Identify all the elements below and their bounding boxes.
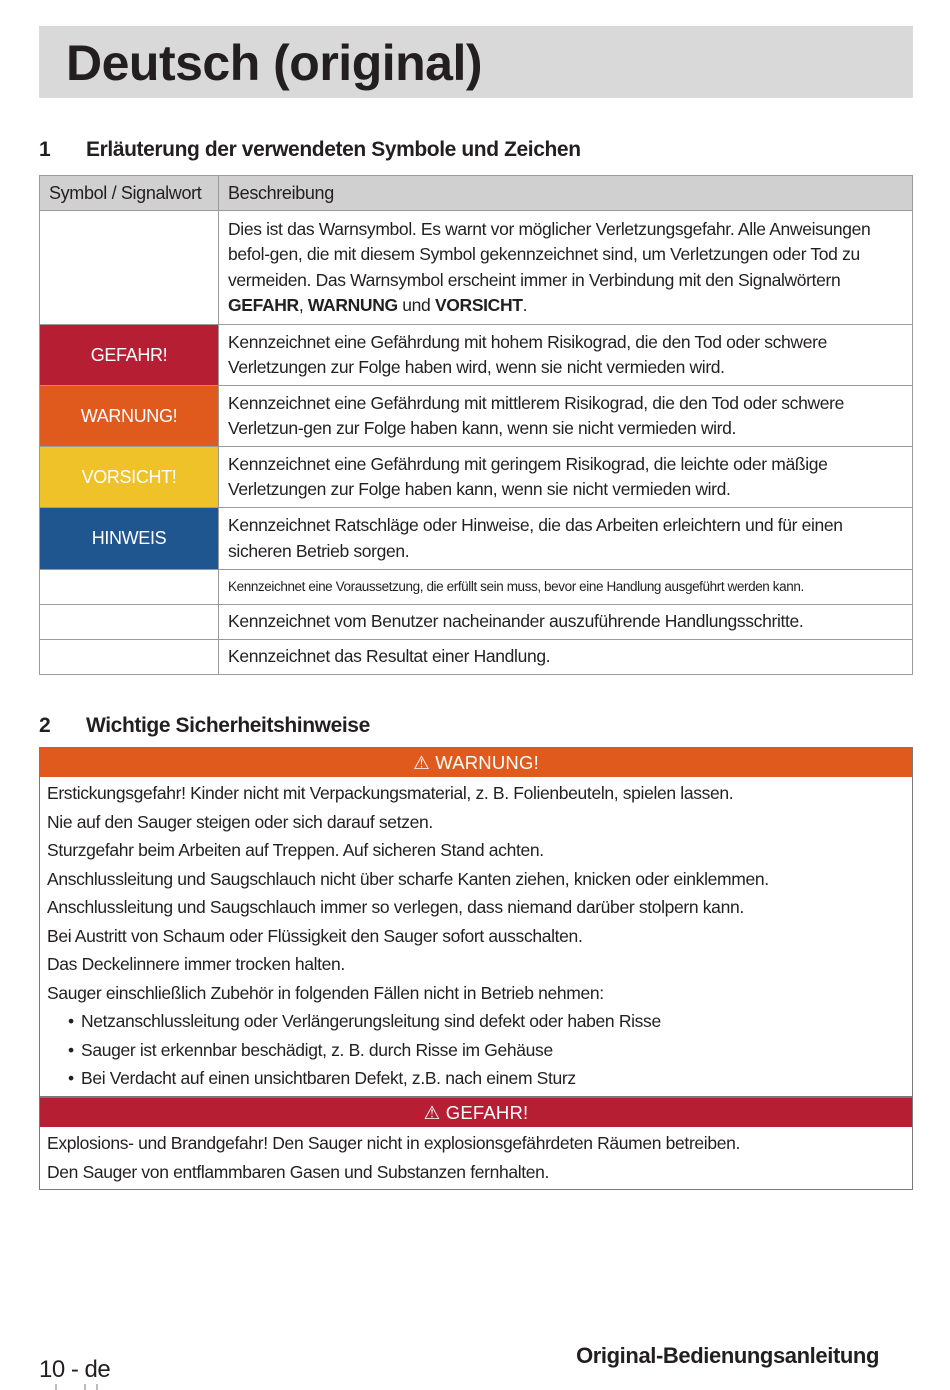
prerequisite-triangle-icon: △: [40, 570, 219, 605]
row-description: Kennzeichnet eine Gefährdung mit mittlerem Risikograd, die den Tod oder schwere Verletzun-gen zur Folge haben kann, wenn sie nicht vermieden wird.: [219, 386, 913, 447]
section-2-number: 2: [39, 714, 51, 737]
warning-box: [39, 747, 913, 1097]
danger-box: [39, 1097, 913, 1190]
warning-box-header: ⚠ WARNUNG!: [40, 748, 912, 777]
row-description: Kennzeichnet vom Benutzer nacheinander auszuführende Handlungsschritte.: [219, 605, 913, 640]
bullet-item: • Netzanschlussleitung oder Verlängerungsleitung sind defekt oder haben Risse: [47, 1007, 905, 1036]
table-row: [40, 447, 913, 508]
bullet-item: • Bei Verdacht auf einen unsichtbaren Defekt, z.B. nach einem Sturz: [47, 1064, 905, 1093]
table-header-row: [40, 176, 913, 211]
list-item: Erstickungsgefahr! Kinder nicht mit Verpackungsmaterial, z. B. Folienbeuteln, spielen lassen.: [47, 783, 734, 803]
page-number: 10 - de: [39, 1356, 111, 1383]
signal-word-danger: GEFAHR!: [40, 325, 219, 386]
list-item: Sauger einschließlich Zubehör in folgenden Fällen nicht in Betrieb nehmen:: [47, 982, 604, 1003]
warning-triangle-icon: ⚠: [40, 211, 219, 325]
bullet-dot-icon: •: [68, 1011, 74, 1031]
action-step-arrow-icon: ▸: [40, 605, 219, 640]
section-1-heading: [39, 138, 581, 162]
warning-box-body: [40, 777, 912, 1096]
column-header-description: Beschreibung: [219, 176, 913, 211]
danger-box-header: ⚠ GEFAHR!: [40, 1098, 912, 1127]
section-1-number: 1: [39, 138, 51, 161]
document-title: Original-Bedienungsanleitung: [576, 1343, 879, 1368]
table-row: [40, 211, 913, 325]
table-row: [40, 570, 913, 605]
page-title: Deutsch (original): [66, 35, 483, 91]
symbols-table: [39, 175, 913, 675]
section-1-title: Erläuterung der verwendeten Symbole und Zeichen: [86, 138, 581, 161]
danger-box-body: [40, 1127, 912, 1189]
row-description: Kennzeichnet Ratschläge oder Hinweise, die das Arbeiten erleichtern und für einen sicheren Betrieb sorgen.: [219, 508, 913, 570]
table-row: [40, 640, 913, 675]
list-item: Den Sauger von entflammbaren Gasen und Substanzen fernhalten.: [47, 1161, 550, 1182]
signal-word-warning: WARNUNG!: [40, 386, 219, 447]
row-description: Kennzeichnet eine Gefährdung mit geringem Risikograd, die leichte oder mäßige Verletzungen zur Folge haben kann, wenn sie nicht vermieden wird.: [219, 447, 913, 508]
list-item: Das Deckelinnere immer trocken halten.: [47, 954, 345, 974]
section-2-title: Wichtige Sicherheitshinweise: [86, 714, 370, 737]
list-item: Bei Austritt von Schaum oder Flüssigkeit den Sauger sofort ausschalten.: [47, 925, 583, 946]
table-row: [40, 325, 913, 386]
column-header-symbol: Symbol / Signalwort: [40, 176, 219, 211]
result-arrow-icon: ↳: [40, 640, 219, 675]
row-description: Kennzeichnet eine Voraussetzung, die erfüllt sein muss, bevor eine Handlung ausgeführt werden kann.: [219, 570, 913, 605]
list-item: Nie auf den Sauger steigen oder sich darauf setzen.: [47, 811, 433, 832]
row-description: Kennzeichnet eine Gefährdung mit hohem Risikograd, die den Tod oder schwere Verletzungen zur Folge haben wird, wenn sie nicht vermieden wird.: [219, 325, 913, 386]
table-row: [40, 508, 913, 570]
bullet-dot-icon: •: [68, 1068, 74, 1088]
list-item: Anschlussleitung und Saugschlauch immer so verlegen, dass niemand darüber stolpern kann.: [47, 897, 744, 917]
list-item: Anschlussleitung und Saugschlauch nicht über scharfe Kanten ziehen, knicken oder einklemmen.: [47, 868, 769, 889]
list-item: Explosions- und Brandgefahr! Den Sauger nicht in explosionsgefährdeten Räumen betreiben.: [47, 1133, 740, 1153]
bullet-dot-icon: •: [68, 1039, 74, 1060]
footer-tick-marks: [55, 1384, 105, 1390]
table-row: [40, 386, 913, 447]
title-band: [39, 26, 913, 98]
row-description: Dies ist das Warnsymbol. Es warnt vor möglicher Verletzungsgefahr. Alle Anweisungen befol-gen, die mit diesem Symbol gekennzeichnet sind, um Verletzungen oder Tod zu vermeiden. Das Warnsymbol erscheint immer in Verbindung mit den Signalwörtern GEFAHR, WARNUNG und VORSICHT.: [219, 211, 913, 325]
table-row: [40, 605, 913, 640]
list-item: Sturzgefahr beim Arbeiten auf Treppen. Auf sicheren Stand achten.: [47, 840, 544, 860]
signal-word-notice: HINWEIS: [40, 508, 219, 570]
section-2-heading: [39, 714, 370, 738]
signal-word-caution: VORSICHT!: [40, 447, 219, 508]
bullet-item: • Sauger ist erkennbar beschädigt, z. B. durch Risse im Gehäuse: [47, 1036, 905, 1065]
row-description: Kennzeichnet das Resultat einer Handlung.: [219, 640, 913, 675]
